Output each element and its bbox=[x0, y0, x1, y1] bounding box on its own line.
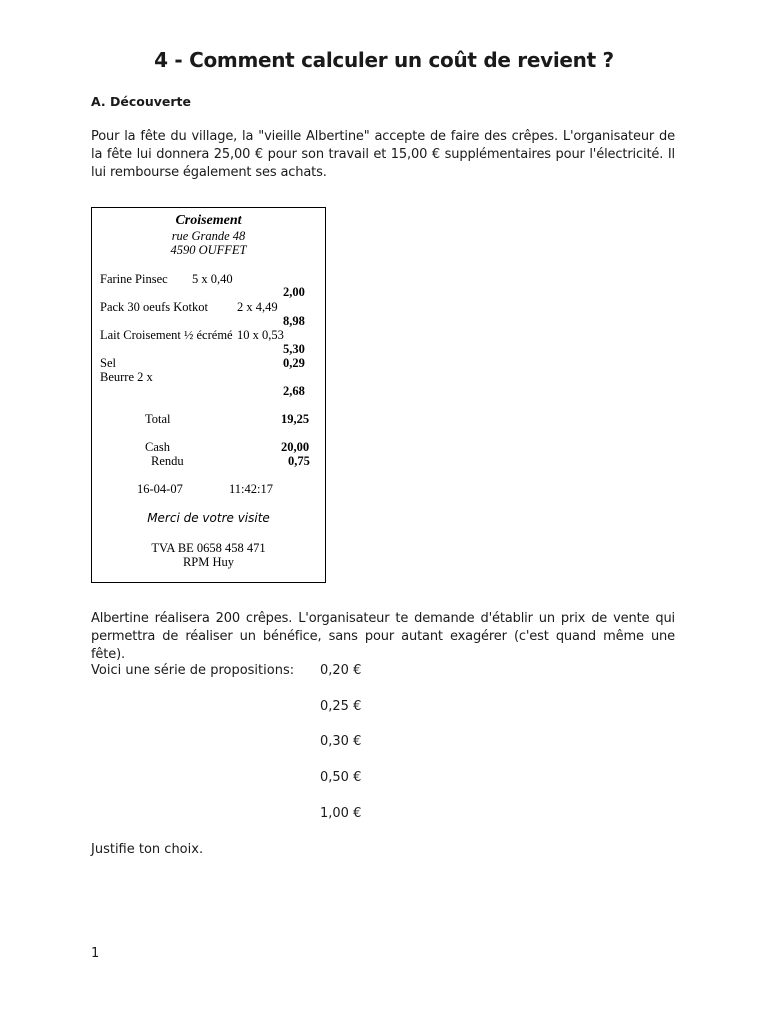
receipt-item-label: Lait Croisement ½ écrémé bbox=[100, 328, 233, 342]
receipt-date: 16-04-07 bbox=[137, 482, 183, 496]
proposal-item: 1,00 € bbox=[320, 806, 362, 821]
receipt-item-amount: 2,00 bbox=[283, 285, 305, 299]
receipt-address-line1: rue Grande 48 bbox=[171, 229, 246, 243]
receipt-item-amount: 8,98 bbox=[283, 314, 305, 328]
receipt-item-amount: 2,68 bbox=[283, 384, 305, 398]
receipt-thanks: Merci de votre visite bbox=[147, 511, 270, 525]
receipt-address-line2: 4590 OUFFET bbox=[170, 243, 247, 257]
receipt-item-amount: 0,29 bbox=[283, 356, 305, 370]
receipt-store-name: Croisement bbox=[175, 213, 242, 228]
receipt-vat: TVA BE 0658 458 471 bbox=[151, 541, 266, 555]
proposals-label: Voici une série de propositions: bbox=[91, 663, 295, 678]
receipt-item-amount: 5,30 bbox=[283, 342, 305, 356]
proposal-item: 0,30 € bbox=[320, 734, 362, 749]
receipt-change-value: 0,75 bbox=[288, 454, 310, 468]
receipt-item-qty: 2 x 4,49 bbox=[237, 300, 278, 314]
receipt bbox=[91, 207, 326, 583]
section-heading: A. Découverte bbox=[91, 94, 191, 109]
receipt-item-label: Pack 30 oeufs Kotkot bbox=[100, 300, 208, 314]
justify-prompt: Justifie ton choix. bbox=[91, 842, 204, 857]
receipt-total-value: 19,25 bbox=[281, 412, 310, 426]
proposal-item: 0,20 € bbox=[320, 663, 362, 678]
proposal-item: 0,50 € bbox=[320, 770, 362, 785]
receipt-cash-value: 20,00 bbox=[281, 440, 310, 454]
receipt-item-qty: 5 x 0,40 bbox=[192, 272, 233, 286]
receipt-total-label: Total bbox=[145, 412, 171, 426]
receipt-item-label: Farine Pinsec bbox=[100, 272, 168, 286]
receipt-change-label: Rendu bbox=[151, 454, 184, 468]
proposal-item: 0,25 € bbox=[320, 699, 362, 714]
receipt-item-label: Beurre 2 x bbox=[100, 370, 153, 384]
question-paragraph: Albertine réalisera 200 crêpes. L'organisateur te demande d'établir un prix de vente qui permettra de réaliser un bénéfice, sans pour autant exagérer (c'est quand même une fête). bbox=[91, 611, 675, 662]
receipt-item-qty: 10 x 0,53 bbox=[237, 328, 284, 342]
page-number: 1 bbox=[91, 946, 100, 961]
page-title: 4 - Comment calculer un coût de revient ? bbox=[154, 48, 614, 72]
receipt-cash-label: Cash bbox=[145, 440, 170, 454]
intro-paragraph: Pour la fête du village, la "vieille Albertine" accepte de faire des crêpes. L'organisateur de la fête lui donnera 25,00 € pour son travail et 15,00 € supplémentaires pour l'électricité. Il lui rembourse également ses achats. bbox=[91, 129, 675, 180]
receipt-rpm: RPM Huy bbox=[182, 555, 235, 569]
receipt-item-label: Sel bbox=[100, 356, 116, 370]
receipt-time: 11:42:17 bbox=[229, 482, 273, 496]
